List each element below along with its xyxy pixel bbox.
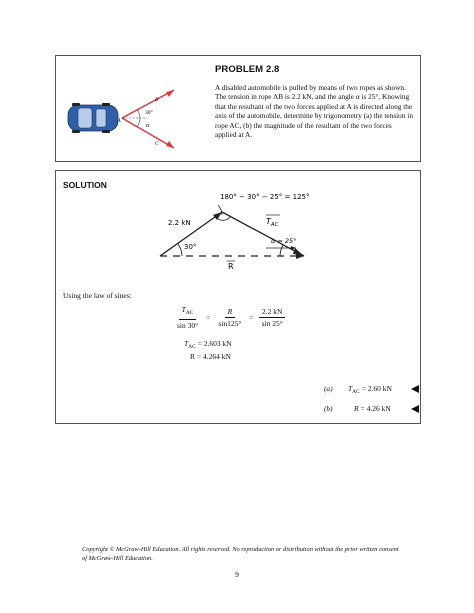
angle-alpha-label: α	[146, 123, 150, 129]
problem-box	[55, 55, 421, 162]
point-a-label: A	[117, 118, 121, 124]
answer-b: R = 4.26 kN	[354, 404, 391, 413]
problem-statement: A disabled automobile is pulled by means of two ropes as shown. The tension in rope AB is 2.2 kN, and the angle α is 25°. Knowing that the resultant of the two forces applied at A is directed along the axis of the automobile, determine by trigonometry (a) the tension in rope AC, (b) the magnitude of the resultant of the two forces applied at A.	[215, 83, 413, 140]
answer-a: $T_{AC} = 2.60$ kN	[348, 384, 392, 395]
result-tac: $T_{AC} = 2.603$ kN	[184, 339, 232, 350]
right-angle-arc	[280, 245, 283, 256]
solution-title: SOLUTION	[63, 180, 107, 190]
fraction-tac: $\frac{T_{AC}}{\sin 30^\circ}$	[177, 305, 199, 330]
resultant-label: R	[228, 262, 234, 271]
angle-alpha-arc	[137, 118, 140, 127]
answer-b-label: (b)	[324, 404, 333, 413]
right-angle-label: α = 25°	[271, 237, 297, 245]
copyright-notice: Copyright © McGraw-Hill Education. All rights reserved. No reproduction or distribution without the prior written consent of McGraw-Hill Education.	[82, 546, 399, 562]
rope-ac-arrowhead	[166, 141, 174, 148]
problem-title: PROBLEM 2.8	[215, 64, 280, 75]
automobile-icon	[68, 103, 118, 133]
force-2-2kn-label: 2.2 kN	[168, 219, 191, 227]
result-r: R = 4.264 kN	[190, 352, 231, 361]
page-number: 9	[235, 570, 239, 579]
car-rope-figure	[62, 78, 192, 158]
angle-30-label: 30°	[145, 110, 153, 116]
left-angle-arc	[178, 244, 182, 256]
fraction-force: $\frac{2.2 kN}{\sin 25^\circ}$	[259, 307, 286, 328]
left-angle-label: 30°	[184, 243, 197, 251]
law-of-sines-intro: Using the law of sines:	[63, 291, 132, 300]
law-of-sines-equation: $\frac{T_{AC}}{\sin 30^\circ}$ = $\frac{R}{\sin 125^\circ}$ = $\frac{2.2 kN}{\sin 25^\circ}$	[172, 305, 288, 330]
answer-a-marker-icon	[411, 385, 419, 393]
rope-ab-arrowhead	[166, 90, 174, 97]
point-c-label: C	[155, 141, 159, 147]
solution-box	[55, 170, 421, 424]
point-b-label: B	[155, 97, 159, 103]
angle-sum-label: 180° − 30° − 25° = 125°	[220, 193, 310, 201]
force-triangle-sketch	[156, 188, 326, 274]
answer-b-marker-icon	[411, 405, 419, 413]
answer-a-label: (a)	[324, 384, 333, 393]
tac-label: $T_{AC}$	[266, 217, 279, 228]
fraction-r: $\frac{R}{\sin 125^\circ}$	[218, 307, 242, 328]
